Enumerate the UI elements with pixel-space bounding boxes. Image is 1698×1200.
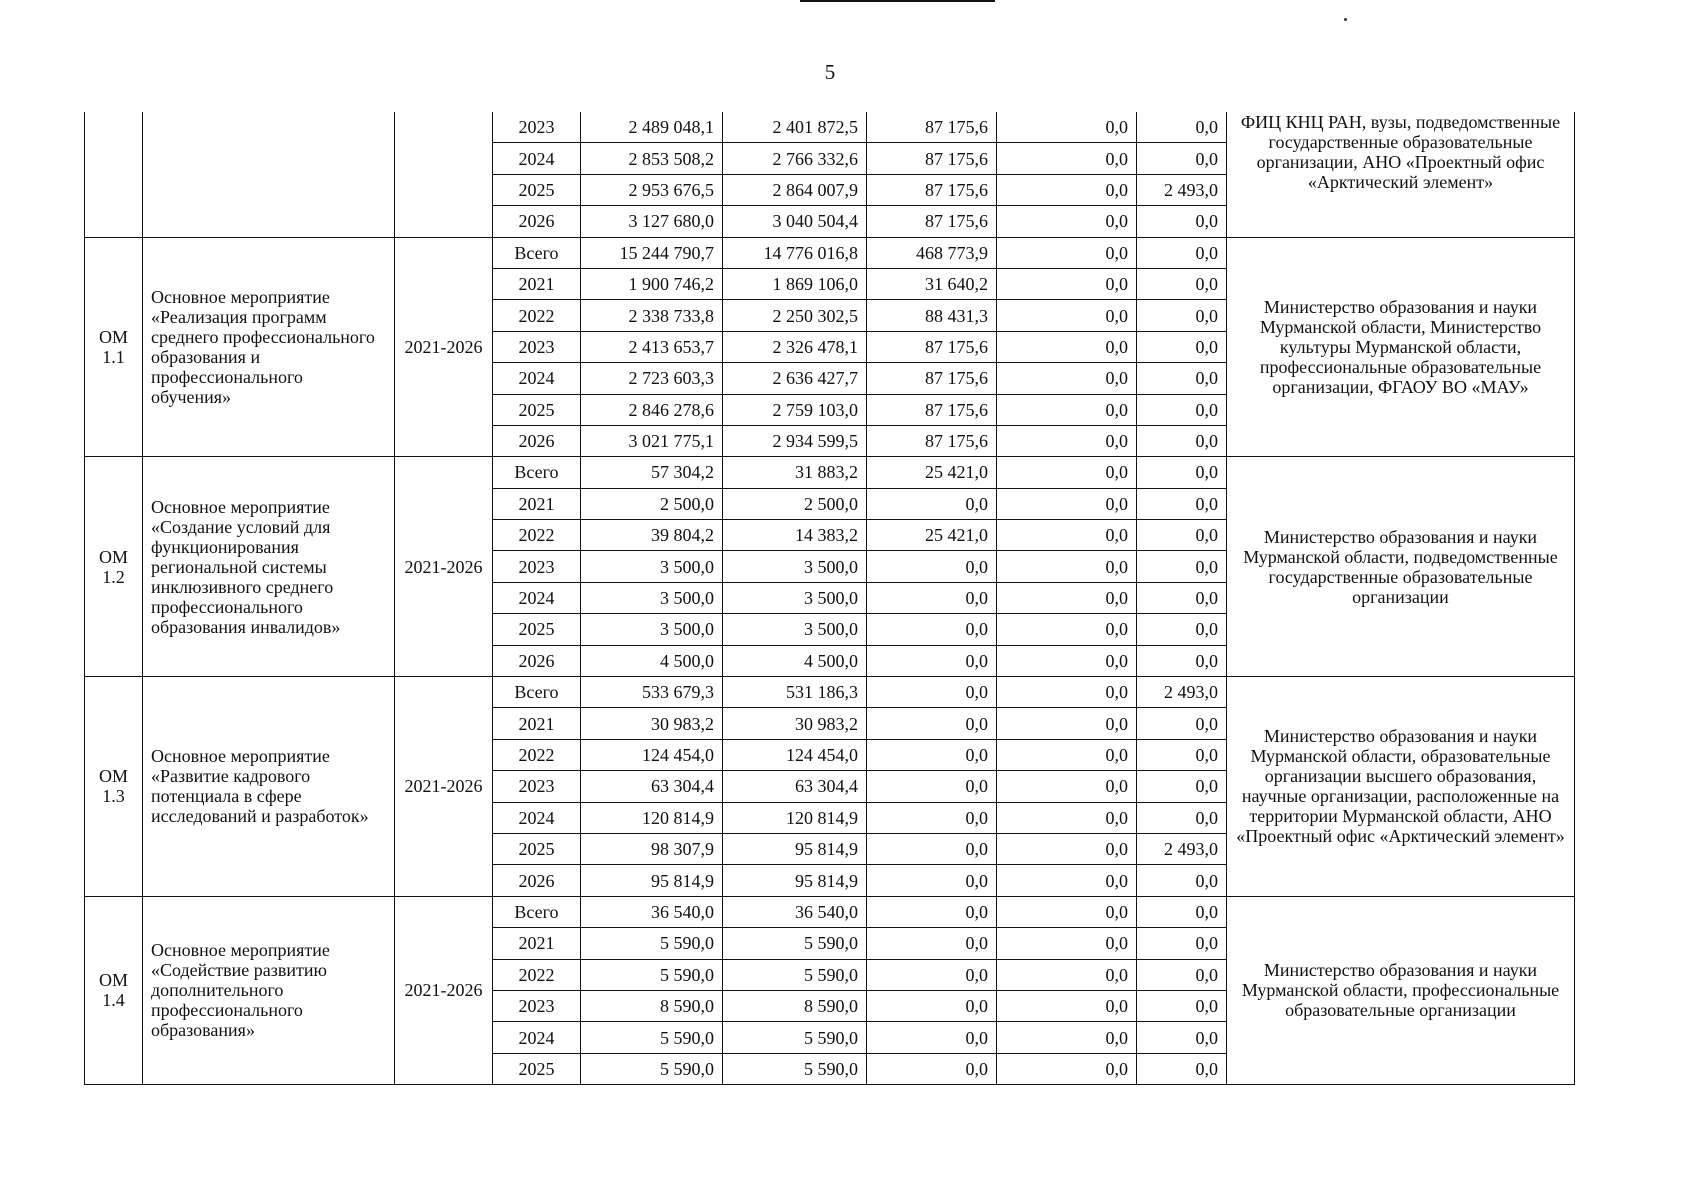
total-cell: 2 338 733,8 <box>581 300 723 331</box>
federal-cell: 0,0 <box>867 739 997 770</box>
budget-table <box>84 112 1575 1085</box>
measure-period: 2021-2026 <box>395 677 493 897</box>
total-cell: 2 500,0 <box>581 488 723 519</box>
regional-cell: 14 383,2 <box>723 520 867 551</box>
regional-cell: 4 500,0 <box>723 645 867 676</box>
total-cell: 98 307,9 <box>581 833 723 864</box>
year-cell: 2024 <box>493 143 581 174</box>
total-cell: 3 127 680,0 <box>581 206 723 237</box>
year-cell: Всего <box>493 237 581 268</box>
federal-cell: 0,0 <box>867 959 997 990</box>
local-cell: 0,0 <box>997 300 1137 331</box>
federal-cell: 0,0 <box>867 1053 997 1084</box>
federal-cell: 0,0 <box>867 990 997 1021</box>
year-cell: 2021 <box>493 928 581 959</box>
regional-cell: 2 766 332,6 <box>723 143 867 174</box>
year-cell: 2023 <box>493 990 581 1021</box>
regional-cell: 36 540,0 <box>723 896 867 927</box>
other-cell: 2 493,0 <box>1137 833 1227 864</box>
other-cell: 0,0 <box>1137 143 1227 174</box>
local-cell: 0,0 <box>997 331 1137 362</box>
local-cell: 0,0 <box>997 457 1137 488</box>
measure-code: ОМ 1.3 <box>85 677 143 897</box>
other-cell: 0,0 <box>1137 708 1227 739</box>
local-cell: 0,0 <box>997 143 1137 174</box>
regional-cell: 1 869 106,0 <box>723 268 867 299</box>
measure-code: ОМ 1.4 <box>85 896 143 1084</box>
other-cell: 0,0 <box>1137 363 1227 394</box>
total-cell: 30 983,2 <box>581 708 723 739</box>
table-row <box>85 677 1575 708</box>
regional-cell: 3 500,0 <box>723 614 867 645</box>
total-cell: 8 590,0 <box>581 990 723 1021</box>
local-cell: 0,0 <box>997 520 1137 551</box>
measure-code: ОМ 1.2 <box>85 457 143 677</box>
federal-cell: 0,0 <box>867 865 997 896</box>
measure-period: 2021-2026 <box>395 237 493 457</box>
other-cell: 0,0 <box>1137 425 1227 456</box>
federal-cell: 0,0 <box>867 928 997 959</box>
regional-cell: 5 590,0 <box>723 1053 867 1084</box>
federal-cell: 31 640,2 <box>867 268 997 299</box>
measure-code: ОМ 1.1 <box>85 237 143 457</box>
total-cell: 15 244 790,7 <box>581 237 723 268</box>
other-cell: 0,0 <box>1137 990 1227 1021</box>
other-cell: 2 493,0 <box>1137 174 1227 205</box>
local-cell: 0,0 <box>997 614 1137 645</box>
federal-cell: 87 175,6 <box>867 425 997 456</box>
regional-cell: 3 040 504,4 <box>723 206 867 237</box>
total-cell: 124 454,0 <box>581 739 723 770</box>
year-cell: 2024 <box>493 363 581 394</box>
executor-cell: ФИЦ КНЦ РАН, вузы, подведомственные государственные образовательные организации, АНО «Проектный офис «Арктический элемент» <box>1227 112 1575 237</box>
federal-cell: 0,0 <box>867 1022 997 1053</box>
other-cell: 0,0 <box>1137 896 1227 927</box>
year-cell: 2023 <box>493 331 581 362</box>
year-cell: 2021 <box>493 708 581 739</box>
federal-cell: 0,0 <box>867 833 997 864</box>
table-row <box>85 237 1575 268</box>
regional-cell: 2 759 103,0 <box>723 394 867 425</box>
federal-cell: 0,0 <box>867 582 997 613</box>
federal-cell: 25 421,0 <box>867 457 997 488</box>
local-cell: 0,0 <box>997 802 1137 833</box>
page-number: 5 <box>824 60 836 84</box>
local-cell: 0,0 <box>997 959 1137 990</box>
total-cell: 4 500,0 <box>581 645 723 676</box>
total-cell: 36 540,0 <box>581 896 723 927</box>
total-cell: 57 304,2 <box>581 457 723 488</box>
regional-cell: 531 186,3 <box>723 677 867 708</box>
regional-cell: 2 934 599,5 <box>723 425 867 456</box>
year-cell: 2022 <box>493 739 581 770</box>
regional-cell: 5 590,0 <box>723 1022 867 1053</box>
other-cell: 0,0 <box>1137 394 1227 425</box>
other-cell: 0,0 <box>1137 739 1227 770</box>
total-cell: 2 723 603,3 <box>581 363 723 394</box>
executor-cell: Министерство образования и науки Мурманской области, профессиональные образовательные организации <box>1227 896 1575 1084</box>
regional-cell: 14 776 016,8 <box>723 237 867 268</box>
other-cell: 0,0 <box>1137 206 1227 237</box>
federal-cell: 87 175,6 <box>867 143 997 174</box>
year-cell: 2026 <box>493 206 581 237</box>
other-cell: 0,0 <box>1137 865 1227 896</box>
year-cell: 2022 <box>493 300 581 331</box>
local-cell: 0,0 <box>997 363 1137 394</box>
local-cell: 0,0 <box>997 1022 1137 1053</box>
year-cell: Всего <box>493 896 581 927</box>
federal-cell: 0,0 <box>867 551 997 582</box>
total-cell: 39 804,2 <box>581 520 723 551</box>
measure-name: Основное мероприятие «Реализация программ среднего профессионального образования и профессионального обучения» <box>143 237 395 457</box>
total-cell: 2 413 653,7 <box>581 331 723 362</box>
regional-cell: 30 983,2 <box>723 708 867 739</box>
federal-cell: 0,0 <box>867 645 997 676</box>
table-row <box>85 112 1575 143</box>
executor-cell: Министерство образования и науки Мурманской области, образовательные организации высшего образования, научные организации, расположенные на территории Мурманской области, АНО «Проектный офис «Арктический элемент» <box>1227 677 1575 897</box>
regional-cell: 63 304,4 <box>723 771 867 802</box>
year-cell: 2022 <box>493 520 581 551</box>
year-cell: 2025 <box>493 833 581 864</box>
local-cell: 0,0 <box>997 551 1137 582</box>
other-cell: 0,0 <box>1137 300 1227 331</box>
regional-cell: 5 590,0 <box>723 928 867 959</box>
local-cell: 0,0 <box>997 771 1137 802</box>
other-cell: 0,0 <box>1137 802 1227 833</box>
other-cell: 0,0 <box>1137 331 1227 362</box>
year-cell: 2025 <box>493 174 581 205</box>
total-cell: 120 814,9 <box>581 802 723 833</box>
regional-cell: 2 326 478,1 <box>723 331 867 362</box>
local-cell: 0,0 <box>997 708 1137 739</box>
regional-cell: 31 883,2 <box>723 457 867 488</box>
total-cell: 2 846 278,6 <box>581 394 723 425</box>
total-cell: 3 500,0 <box>581 614 723 645</box>
total-cell: 533 679,3 <box>581 677 723 708</box>
executor-cell: Министерство образования и науки Мурманской области, подведомственные государственные образовательные организации <box>1227 457 1575 677</box>
other-cell: 0,0 <box>1137 1053 1227 1084</box>
year-cell: 2021 <box>493 488 581 519</box>
local-cell: 0,0 <box>997 112 1137 143</box>
year-cell: Всего <box>493 677 581 708</box>
other-cell: 0,0 <box>1137 268 1227 299</box>
other-cell: 0,0 <box>1137 614 1227 645</box>
federal-cell: 87 175,6 <box>867 206 997 237</box>
local-cell: 0,0 <box>997 582 1137 613</box>
local-cell: 0,0 <box>997 645 1137 676</box>
federal-cell: 87 175,6 <box>867 394 997 425</box>
local-cell: 0,0 <box>997 928 1137 959</box>
total-cell: 5 590,0 <box>581 1053 723 1084</box>
year-cell: 2025 <box>493 394 581 425</box>
total-cell: 1 900 746,2 <box>581 268 723 299</box>
regional-cell: 3 500,0 <box>723 551 867 582</box>
regional-cell: 95 814,9 <box>723 833 867 864</box>
local-cell: 0,0 <box>997 268 1137 299</box>
local-cell: 0,0 <box>997 394 1137 425</box>
year-cell: Всего <box>493 457 581 488</box>
total-cell: 2 489 048,1 <box>581 112 723 143</box>
regional-cell: 95 814,9 <box>723 865 867 896</box>
other-cell: 0,0 <box>1137 771 1227 802</box>
regional-cell: 2 250 302,5 <box>723 300 867 331</box>
federal-cell: 87 175,6 <box>867 363 997 394</box>
top-edge-mark <box>800 0 995 2</box>
other-cell: 0,0 <box>1137 1022 1227 1053</box>
other-cell: 0,0 <box>1137 959 1227 990</box>
federal-cell: 0,0 <box>867 802 997 833</box>
local-cell: 0,0 <box>997 865 1137 896</box>
regional-cell: 2 864 007,9 <box>723 174 867 205</box>
local-cell: 0,0 <box>997 990 1137 1021</box>
federal-cell: 0,0 <box>867 708 997 739</box>
regional-cell: 3 500,0 <box>723 582 867 613</box>
total-cell: 2 953 676,5 <box>581 174 723 205</box>
measure-name: Основное мероприятие «Развитие кадрового потенциала в сфере исследований и разработок» <box>143 677 395 897</box>
code-cell <box>85 112 143 237</box>
total-cell: 63 304,4 <box>581 771 723 802</box>
federal-cell: 0,0 <box>867 896 997 927</box>
year-cell: 2021 <box>493 268 581 299</box>
other-cell: 0,0 <box>1137 551 1227 582</box>
regional-cell: 2 401 872,5 <box>723 112 867 143</box>
total-cell: 5 590,0 <box>581 1022 723 1053</box>
local-cell: 0,0 <box>997 739 1137 770</box>
table-body <box>85 112 1575 1085</box>
regional-cell: 2 636 427,7 <box>723 363 867 394</box>
federal-cell: 88 431,3 <box>867 300 997 331</box>
federal-cell: 0,0 <box>867 677 997 708</box>
total-cell: 5 590,0 <box>581 959 723 990</box>
executor-cell: Министерство образования и науки Мурманской области, Министерство культуры Мурманской области, профессиональные образовательные организации, ФГАОУ ВО «МАУ» <box>1227 237 1575 457</box>
year-cell: 2024 <box>493 582 581 613</box>
other-cell: 0,0 <box>1137 520 1227 551</box>
year-cell: 2025 <box>493 614 581 645</box>
year-cell: 2023 <box>493 112 581 143</box>
other-cell: 0,0 <box>1137 582 1227 613</box>
measure-name: Основное мероприятие «Содействие развитию дополнительного профессионального образования» <box>143 896 395 1084</box>
total-cell: 5 590,0 <box>581 928 723 959</box>
other-cell: 0,0 <box>1137 237 1227 268</box>
local-cell: 0,0 <box>997 1053 1137 1084</box>
period-cell <box>395 112 493 237</box>
measure-name: Основное мероприятие «Создание условий для функционирования региональной системы инклюзивного среднего профессионального образования инвалидов» <box>143 457 395 677</box>
local-cell: 0,0 <box>997 174 1137 205</box>
table-row <box>85 896 1575 927</box>
measure-period: 2021-2026 <box>395 896 493 1084</box>
local-cell: 0,0 <box>997 425 1137 456</box>
other-cell: 0,0 <box>1137 645 1227 676</box>
scan-dot <box>1344 18 1347 21</box>
total-cell: 3 021 775,1 <box>581 425 723 456</box>
year-cell: 2022 <box>493 959 581 990</box>
local-cell: 0,0 <box>997 896 1137 927</box>
other-cell: 2 493,0 <box>1137 677 1227 708</box>
table-row <box>85 457 1575 488</box>
local-cell: 0,0 <box>997 488 1137 519</box>
year-cell: 2026 <box>493 425 581 456</box>
federal-cell: 87 175,6 <box>867 331 997 362</box>
other-cell: 0,0 <box>1137 928 1227 959</box>
federal-cell: 87 175,6 <box>867 112 997 143</box>
total-cell: 2 853 508,2 <box>581 143 723 174</box>
measure-period: 2021-2026 <box>395 457 493 677</box>
local-cell: 0,0 <box>997 833 1137 864</box>
federal-cell: 0,0 <box>867 771 997 802</box>
federal-cell: 87 175,6 <box>867 174 997 205</box>
year-cell: 2025 <box>493 1053 581 1084</box>
federal-cell: 0,0 <box>867 614 997 645</box>
year-cell: 2026 <box>493 645 581 676</box>
regional-cell: 2 500,0 <box>723 488 867 519</box>
year-cell: 2024 <box>493 1022 581 1053</box>
federal-cell: 468 773,9 <box>867 237 997 268</box>
local-cell: 0,0 <box>997 677 1137 708</box>
total-cell: 3 500,0 <box>581 582 723 613</box>
regional-cell: 124 454,0 <box>723 739 867 770</box>
year-cell: 2026 <box>493 865 581 896</box>
regional-cell: 120 814,9 <box>723 802 867 833</box>
local-cell: 0,0 <box>997 206 1137 237</box>
local-cell: 0,0 <box>997 237 1137 268</box>
year-cell: 2023 <box>493 551 581 582</box>
year-cell: 2024 <box>493 802 581 833</box>
federal-cell: 0,0 <box>867 488 997 519</box>
name-cell <box>143 112 395 237</box>
federal-cell: 25 421,0 <box>867 520 997 551</box>
other-cell: 0,0 <box>1137 457 1227 488</box>
other-cell: 0,0 <box>1137 112 1227 143</box>
regional-cell: 8 590,0 <box>723 990 867 1021</box>
regional-cell: 5 590,0 <box>723 959 867 990</box>
total-cell: 3 500,0 <box>581 551 723 582</box>
other-cell: 0,0 <box>1137 488 1227 519</box>
total-cell: 95 814,9 <box>581 865 723 896</box>
year-cell: 2023 <box>493 771 581 802</box>
